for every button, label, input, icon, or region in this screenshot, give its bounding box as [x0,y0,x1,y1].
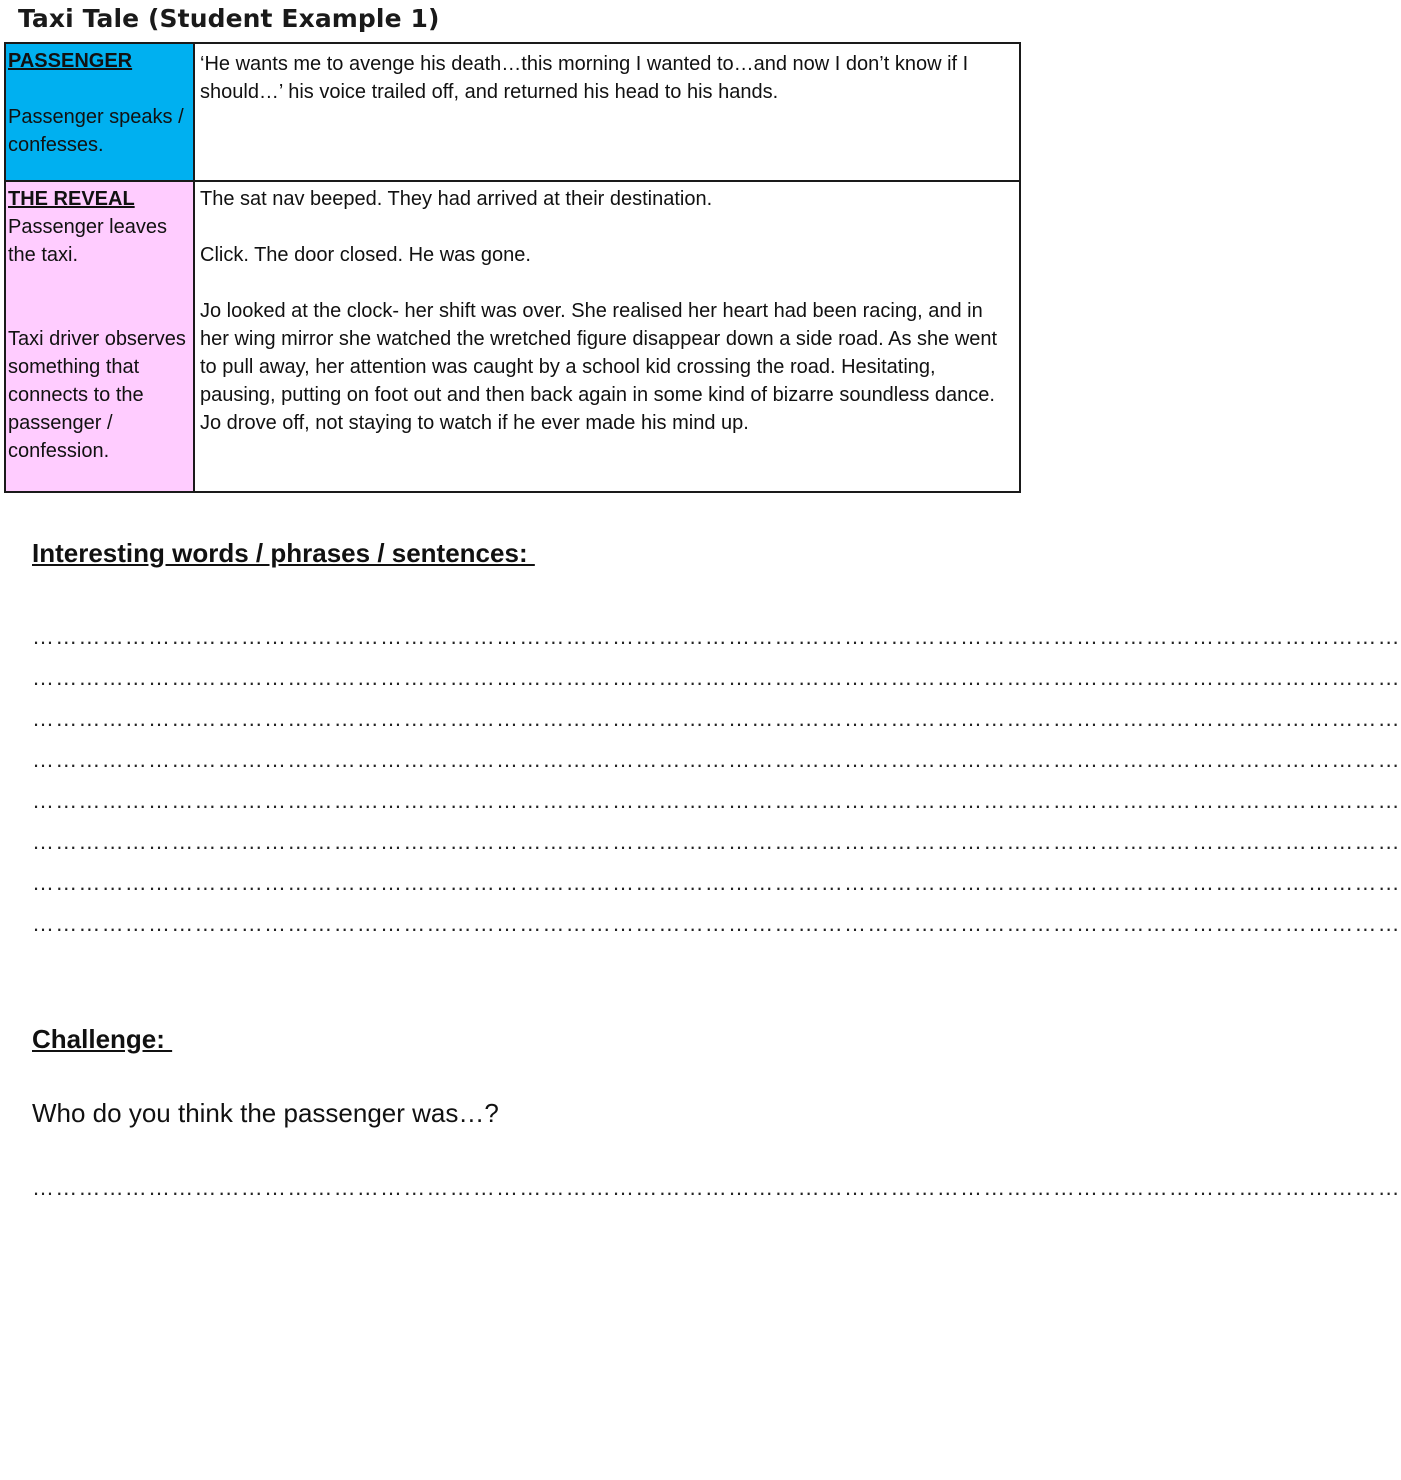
answer-line: …………………………………………………………………………………………………………………………………………………………… [32,870,1401,895]
answer-line: …………………………………………………………………………………………………………………………………………………………… [32,788,1401,813]
passenger-heading: PASSENGER [8,50,133,72]
passenger-speech: ‘He wants me to avenge his death…this morning I wanted to…and now I don’t know if I should…’ his voice trailed off, and returned his head to his hands. [200,53,969,103]
answer-line: …………………………………………………………………………………………………………………………………………………………… [32,829,1401,854]
reveal-content-cell [194,181,1020,492]
passenger-instruction: Passenger speaks / confesses. [8,106,184,156]
table-row-passenger [5,43,1020,181]
reveal-instruction-leaves: Passenger leaves the taxi. [8,216,167,266]
passenger-label-cell [5,43,194,181]
story-table [4,42,1021,493]
interesting-heading: Interesting words / phrases / sentences: [32,538,535,568]
answer-line: …………………………………………………………………………………………………………………………………………………………… [32,706,1401,731]
answer-line: …………………………………………………………………………………………………………………………………………………………… [32,624,1401,649]
challenge-question: Who do you think the passenger was…? [32,1098,499,1128]
answer-line: …………………………………………………………………………………………………………………………………………………………… [32,747,1401,772]
reveal-paragraph-1: The sat nav beeped. They had arrived at their destination. [200,188,713,210]
passenger-content-cell [194,43,1020,181]
answer-line: …………………………………………………………………………………………………………………………………………………………… [32,665,1401,690]
challenge-heading: Challenge: [32,1024,173,1054]
page-title: Taxi Tale (Student Example 1) [18,4,440,33]
reveal-heading: THE REVEAL [8,188,135,210]
answer-line: …………………………………………………………………………………………………………………………………………………………… [32,911,1401,936]
reveal-instruction-observes: Taxi driver observes something that connects to the passenger / confession. [8,328,186,462]
table-row-reveal [5,181,1020,492]
reveal-label-cell [5,181,194,492]
challenge-answer-line: …………………………………………………………………………………………………………………………………………………………… [32,1175,1401,1200]
reveal-paragraph-3: Jo looked at the clock- her shift was over. She realised her heart had been racing, and in her wing mirror she watched the wretched figure disappear down a side road. As she went to pull away, her attention was caught by a school kid crossing the road. Hesitating, pausing, putting on foot out and then back again in some kind of bizarre soundless dance. Jo drove off, not staying to watch if he ever made his mind up. [200,300,998,434]
reveal-paragraph-2: Click. The door closed. He was gone. [200,244,531,266]
